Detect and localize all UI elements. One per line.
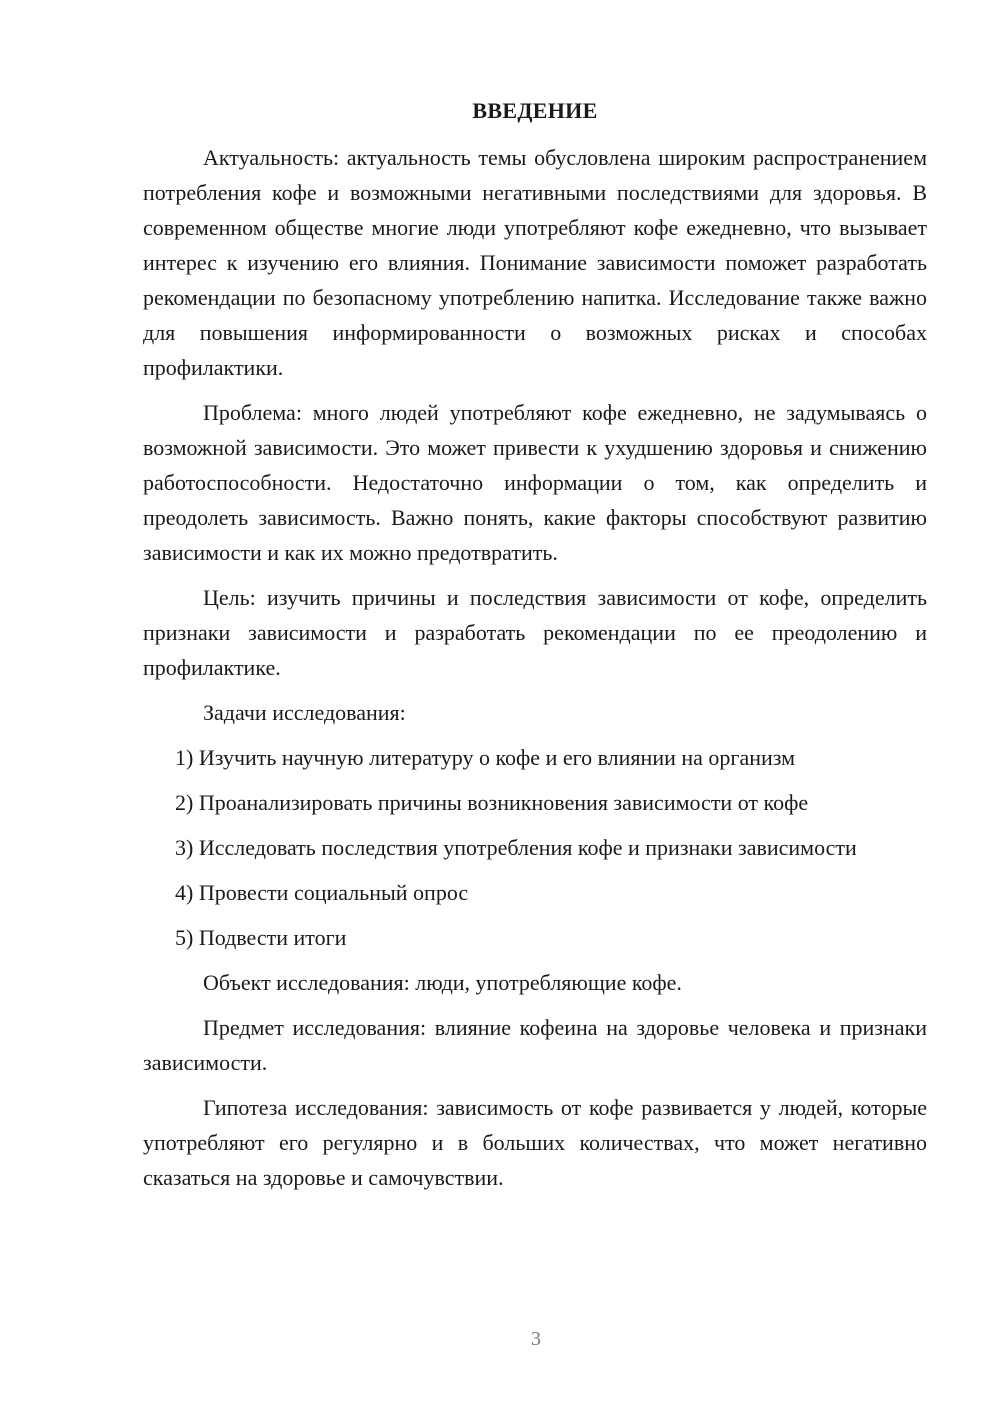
paragraph-goal: Цель: изучить причины и последствия зависимости от кофе, определить признаки зависимости и разработать рекомендации по ее преодолению и профилактике. (143, 585, 927, 680)
paragraph-tasks-heading: Задачи исследования: (203, 700, 406, 725)
task-item-2: 2) Проанализировать причины возникновения зависимости от кофе (175, 790, 809, 815)
task-item-5: 5) Подвести итоги (175, 925, 347, 950)
section-title: ВВЕДЕНИЕ (472, 98, 598, 123)
task-item-3: 3) Исследовать последствия употребления кофе и признаки зависимости (175, 835, 857, 860)
paragraph-object: Объект исследования: люди, употребляющие кофе. (203, 970, 682, 995)
page-number: 3 (531, 1328, 541, 1350)
paragraph-problem: Проблема: много людей употребляют кофе ежедневно, не задумываясь о возможной зависимости. Это может привести к ухудшению здоровья и снижению работоспособности. Недостаточно информации о том, как определить и преодолеть зависимость. Важно понять, какие факторы способствуют развитию зависимости и как их можно предотвратить. (143, 400, 927, 565)
task-item-1: 1) Изучить научную литературу о кофе и его влиянии на организм (175, 745, 796, 770)
document-page (143, 93, 927, 1195)
paragraph-relevance: Актуальность: актуальность темы обусловлена широким распространением потребления кофе и возможными негативными последствиями для здоровья. В современном обществе многие люди употребляют кофе ежедневно, что вызывает интерес к изучению его влияния. Понимание зависимости поможет разработать рекомендации по безопасному употреблению напитка. Исследование также важно для повышения информированности о возможных рисках и способах профилактики. (143, 145, 927, 380)
task-item-4: 4) Провести социальный опрос (175, 880, 469, 905)
paragraph-hypothesis: Гипотеза исследования: зависимость от кофе развивается у людей, которые употребляют его регулярно и в больших количествах, что может негативно сказаться на здоровье и самочувствии. (143, 1095, 927, 1190)
paragraph-subject: Предмет исследования: влияние кофеина на здоровье человека и признаки зависимости. (143, 1015, 927, 1075)
